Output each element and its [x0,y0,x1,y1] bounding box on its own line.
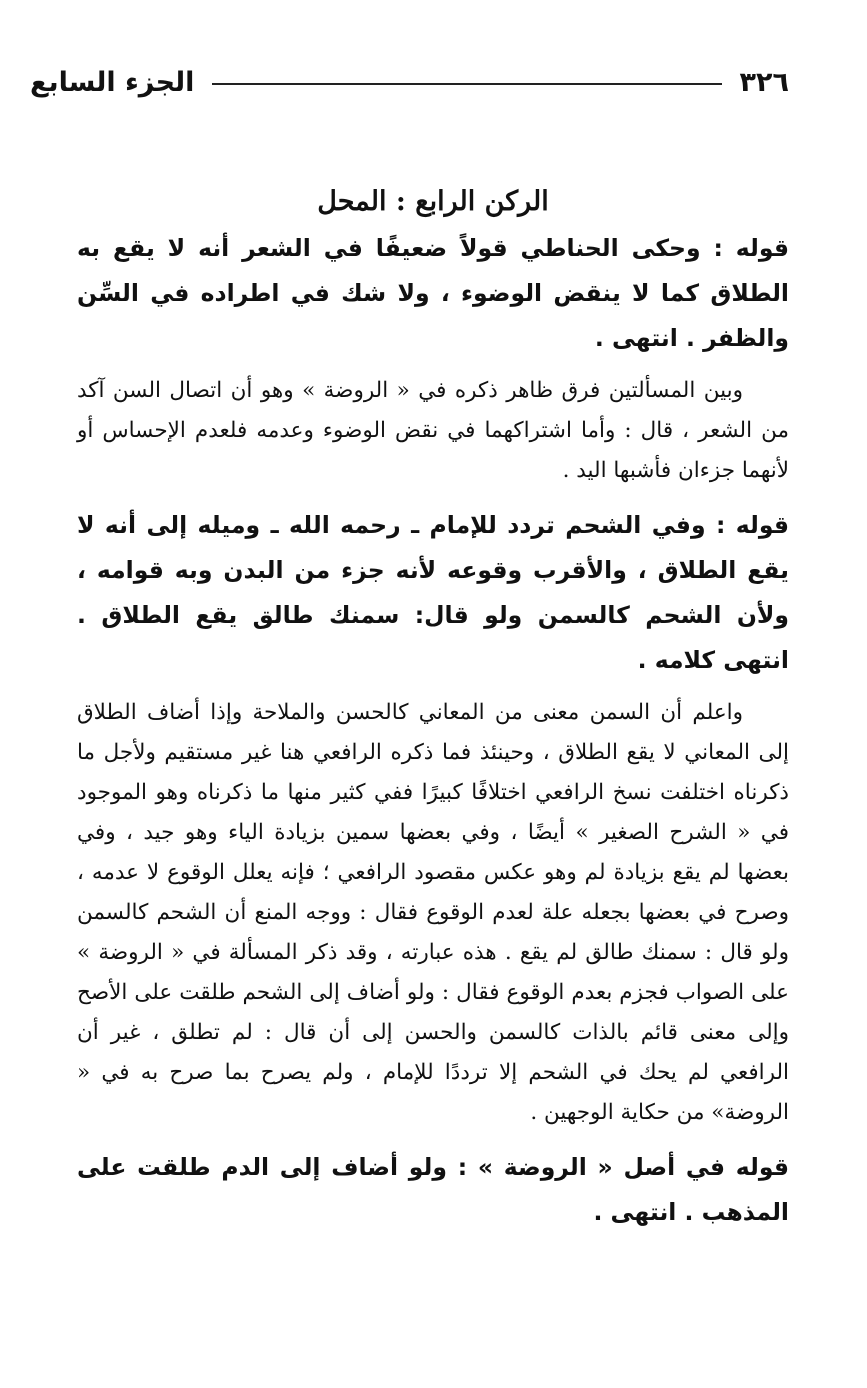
volume-title: الجزء السابع [30,66,195,98]
running-header [30,62,789,102]
quote-paragraph: قوله : وفي الشحم تردد للإمام ـ رحمه الله ـ وميله إلى أنه لا يقع الطلاق ، والأقرب وقوعه لأنه جزء من البدن وبه قوامه ، ولأن الشحم كالسمن ولو قال: سمنك طالق يقع الطلاق . انتهى كلامه . [77,511,789,674]
commentary-paragraph: وبين المسألتين فرق ظاهر ذكره في « الروضة » وهو أن اتصال السن آكد من الشعر ، قال : وأما اشتراكهما في نقض الوضوء وعدمه فلعدم الإحساس أو لأنهما جزءان فأشبها اليد . [77,378,789,483]
page-body [77,180,789,1235]
commentary-paragraph: واعلم أن السمن معنى من المعاني كالحسن والملاحة وإذا أضاف الطلاق إلى المعاني لا يقع الطلاق ، وحينئذ فما ذكره الرافعي هنا غير مستقيم ولأجل ما ذكرناه اختلفت نسخ الرافعي اختلافًا كبيرًا ففي كثير منها ما ذكرناه وهو الموجود في « الشرح الصغير » أيضًا ، وفي بعضها سمين بزيادة الياء وهو جيد ، وفي بعضها لم يقع بزيادة لم وهو عكس مقصود الرافعي ؛ فإنه يعلل الوقوع لا عدمه ، وصرح في بعضها بجعله علة لعدم الوقوع فقال : ووجه المنع أن الشحم كالسمن ولو قال : سمنك طالق لم يقع . هذه عبارته ، وقد ذكر المسألة في « الروضة » على الصواب فجزم بعدم الوقوع فقال : ولو أضاف إلى الشحم طلقت على الأصح وإلى معنى قائم بالذات كالسمن والحسن إلى أن قال : لم تطلق ، غير أن الرافعي لم يحك في الشحم إلا ترددًا للإمام ، ولم يصرح بما صرح به في « الروضة» من حكاية الوجهين . [77,700,789,1125]
page-number: ٣٢٦ [739,66,789,98]
quote-paragraph: قوله : وحكى الحناطي قولاً ضعيفًا في الشعر أنه لا يقع به الطلاق كما لا ينقض الوضوء ، ولا شك في اطراده في السِّن والظفر . انتهى . [77,234,789,352]
section-heading: الركن الرابع : المحل [317,186,549,217]
quote-paragraph: قوله في أصل « الروضة » : ولو أضاف إلى الدم طلقت على المذهب . انتهى . [77,1153,789,1226]
header-rule [212,83,721,85]
